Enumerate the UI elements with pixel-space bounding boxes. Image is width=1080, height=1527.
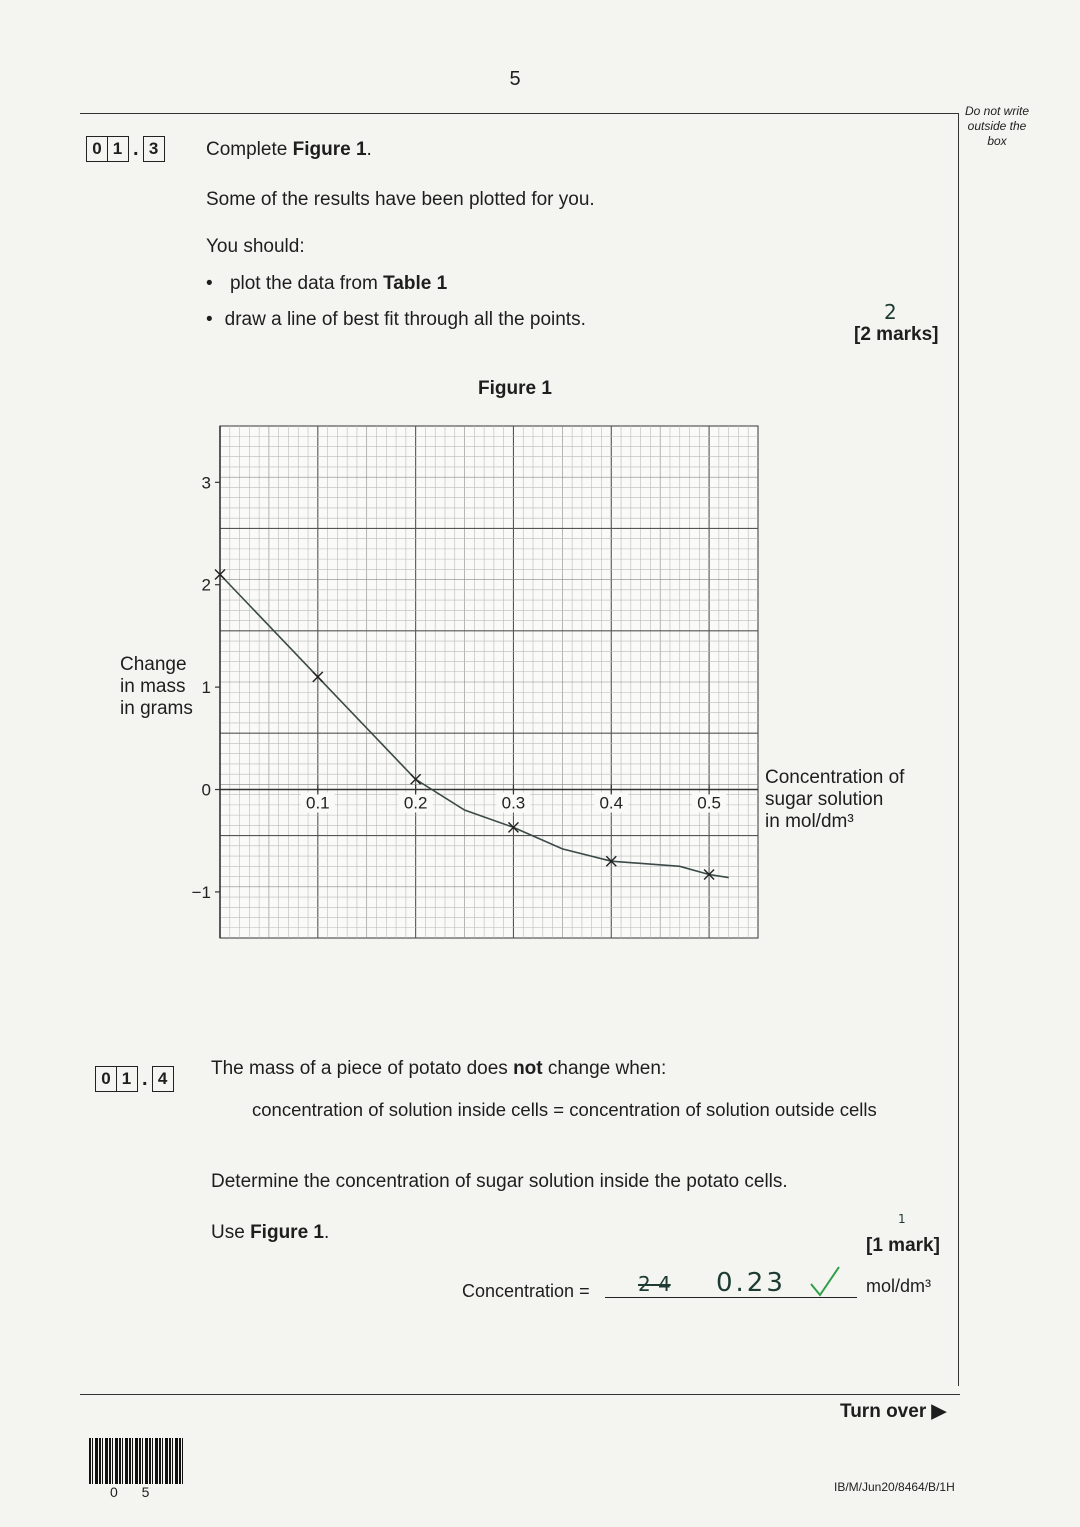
tick-mark-icon [808, 1264, 842, 1300]
x-tick-label: 0.4 [599, 793, 624, 813]
x-tick-label: 0.5 [697, 793, 721, 813]
y-tick-label: −1 [191, 882, 211, 902]
turn-over-label: Turn over ▶ [840, 1401, 947, 1422]
handwritten-score: 2 [884, 300, 897, 324]
x-tick-label: 0.1 [305, 793, 330, 813]
paper-code: IB/M/Jun20/8464/B/1H [834, 1480, 955, 1494]
y-tick-label: 0 [201, 780, 211, 800]
margin-note: Do not write outside the box [964, 104, 1030, 148]
barcode [89, 1438, 185, 1484]
bullet-plot-data: • plot the data from Table 1 [206, 273, 447, 295]
handwritten-mark: 1 [898, 1212, 906, 1226]
question-number-01-3: 0 1 . 3 [86, 136, 163, 162]
equilibrium-statement: concentration of solution inside cells = concentration of solution outside cells [252, 1099, 877, 1120]
question-heading: Complete Figure 1. [206, 139, 372, 160]
graph-paper-grid [220, 426, 758, 938]
figure-title: Figure 1 [478, 378, 552, 399]
bullet-best-fit: • draw a line of best fit through all the points. [206, 309, 586, 331]
use-figure-text: Use Figure 1. [211, 1222, 330, 1243]
marks-q014: [1 mark] [866, 1235, 940, 1256]
question-digit: 0 [86, 136, 108, 162]
y-axis-title: Change in mass in grams [120, 654, 193, 719]
marks-q013: [2 marks] [854, 324, 939, 345]
intro-text: Some of the results have been plotted for you. [206, 189, 595, 210]
question-digit: 0 [95, 1066, 117, 1092]
question-digit: 1 [107, 136, 129, 162]
instruction-text: Determine the concentration of sugar solution inside the potato cells. [211, 1171, 788, 1192]
page-number: 5 [509, 68, 521, 90]
question-number-01-4: 0 1 . 4 [95, 1066, 172, 1092]
question-digit: 4 [152, 1066, 174, 1092]
question-stem: The mass of a piece of potato does not change when: [211, 1058, 667, 1079]
barcode-number: 0 5 [110, 1484, 160, 1500]
y-tick-label: 2 [201, 575, 211, 595]
answer-frame-bottom [80, 1394, 960, 1395]
y-tick-label: 3 [201, 473, 211, 493]
answer-label: Concentration = [462, 1281, 590, 1301]
question-digit: 3 [143, 136, 165, 162]
crossed-out-answer: 2-4 [638, 1272, 671, 1296]
question-digit: 1 [116, 1066, 138, 1092]
y-tick-label: 1 [201, 678, 211, 698]
x-tick-label: 0.2 [403, 793, 428, 813]
x-axis-title: Concentration of sugar solution in mol/dm³ [765, 767, 905, 832]
handwritten-answer: 0.23 [716, 1268, 786, 1298]
answer-unit: mol/dm³ [866, 1276, 932, 1296]
x-tick-label: 0.3 [501, 793, 526, 813]
you-should-text: You should: [206, 236, 305, 257]
